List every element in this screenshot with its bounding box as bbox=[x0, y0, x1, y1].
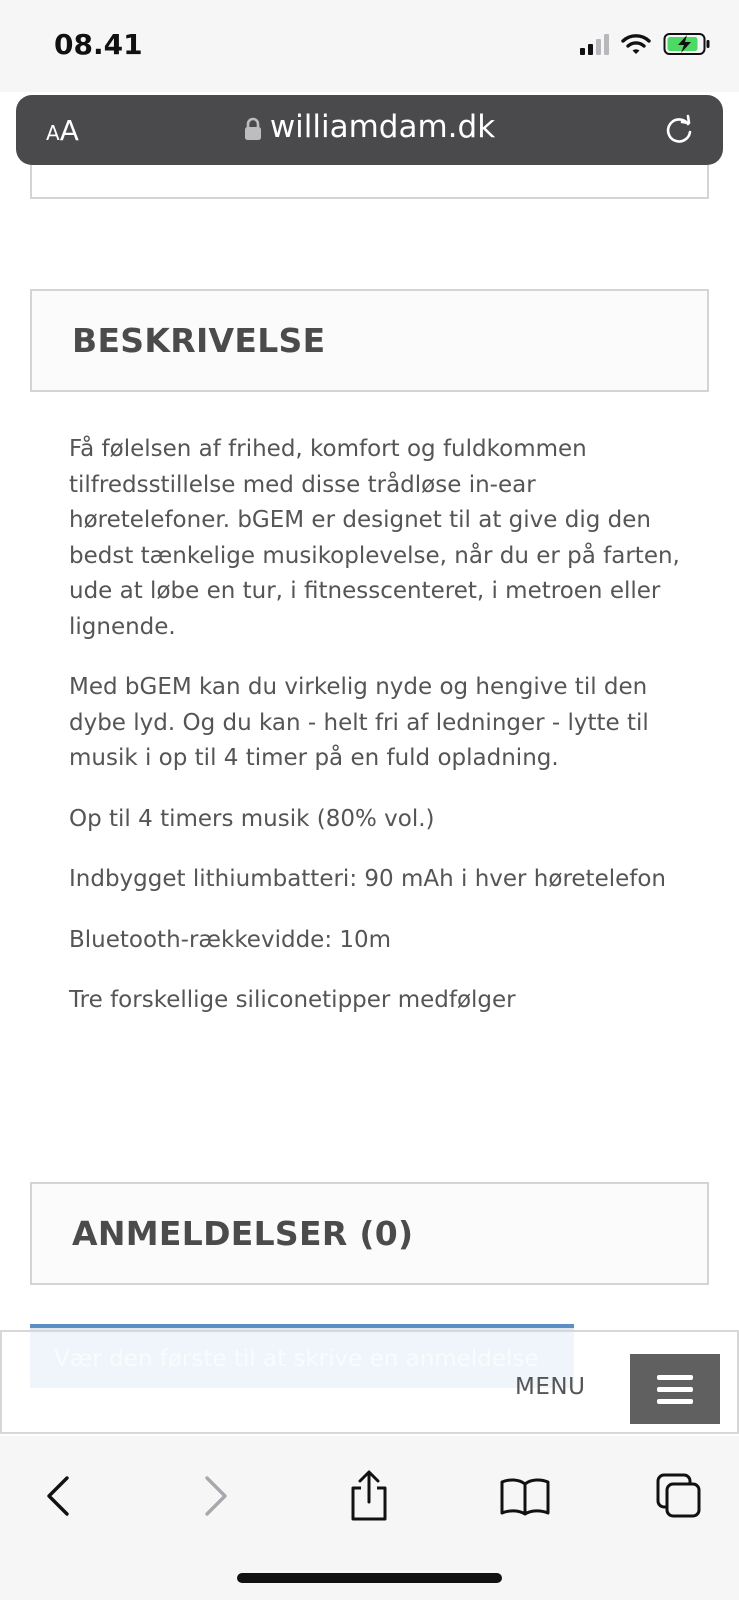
chevron-left-icon bbox=[43, 1475, 73, 1517]
book-icon bbox=[499, 1476, 551, 1516]
description-paragraph: Indbygget lithiumbatteri: 90 mAh i hver høretelefon bbox=[69, 866, 667, 892]
hamburger-menu-button[interactable] bbox=[630, 1354, 720, 1424]
description-paragraph: Op til 4 timers musik (80% vol.) bbox=[69, 805, 435, 832]
lock-icon bbox=[244, 117, 262, 141]
reviews-title: ANMELDELSER (0) bbox=[72, 1214, 414, 1253]
description-paragraph: Med bGEM kan du virkelig nyde og hengive til den dybe lyd. Og du kan - helt fri af ledninger - lytte til musik i op til 4 timer på en fuld opladning. bbox=[69, 674, 649, 771]
share-icon bbox=[347, 1470, 391, 1522]
status-icons bbox=[580, 32, 711, 56]
description-paragraph: Bluetooth-rækkevidde: 10m bbox=[69, 926, 392, 953]
tabs-button[interactable] bbox=[649, 1466, 709, 1526]
hamburger-icon bbox=[657, 1375, 693, 1380]
home-indicator bbox=[237, 1573, 502, 1583]
previous-section-bottom bbox=[30, 165, 709, 199]
product-description bbox=[69, 432, 689, 1044]
battery-charging-icon bbox=[663, 32, 711, 56]
menu-label[interactable]: MENU bbox=[515, 1374, 586, 1400]
status-time: 08.41 bbox=[54, 28, 143, 61]
sticky-menu-bar bbox=[0, 1330, 739, 1434]
reviews-tab[interactable] bbox=[30, 1182, 709, 1285]
share-button[interactable] bbox=[339, 1466, 399, 1526]
back-button[interactable] bbox=[28, 1466, 88, 1526]
description-title: BESKRIVELSE bbox=[72, 321, 326, 360]
forward-button[interactable] bbox=[186, 1466, 246, 1526]
cellular-signal-icon bbox=[580, 33, 609, 55]
bookmarks-button[interactable] bbox=[495, 1466, 555, 1526]
wifi-icon bbox=[621, 33, 651, 55]
reload-icon[interactable] bbox=[661, 112, 697, 148]
url-domain: williamdam.dk bbox=[269, 109, 496, 145]
chevron-right-icon bbox=[201, 1475, 231, 1517]
address-bar[interactable] bbox=[16, 95, 723, 165]
description-paragraph: Få følelsen af frihed, komfort og fuldkommen tilfredsstillelse med disse trådløse in-ear høretelefoner. bGEM er designet til at give dig den bedst tænkelige musikoplevelse, når du er på farten, ude at løbe en tur, i fitnesscenteret, i metroen eller lignende. bbox=[69, 436, 680, 640]
url-display[interactable] bbox=[16, 109, 723, 145]
status-bar bbox=[0, 0, 739, 92]
tabs-icon bbox=[655, 1472, 703, 1520]
description-paragraph: Tre forskellige siliconetipper medfølger bbox=[69, 987, 516, 1013]
text-size-button[interactable]: AA bbox=[46, 114, 79, 147]
description-tab[interactable] bbox=[30, 289, 709, 392]
